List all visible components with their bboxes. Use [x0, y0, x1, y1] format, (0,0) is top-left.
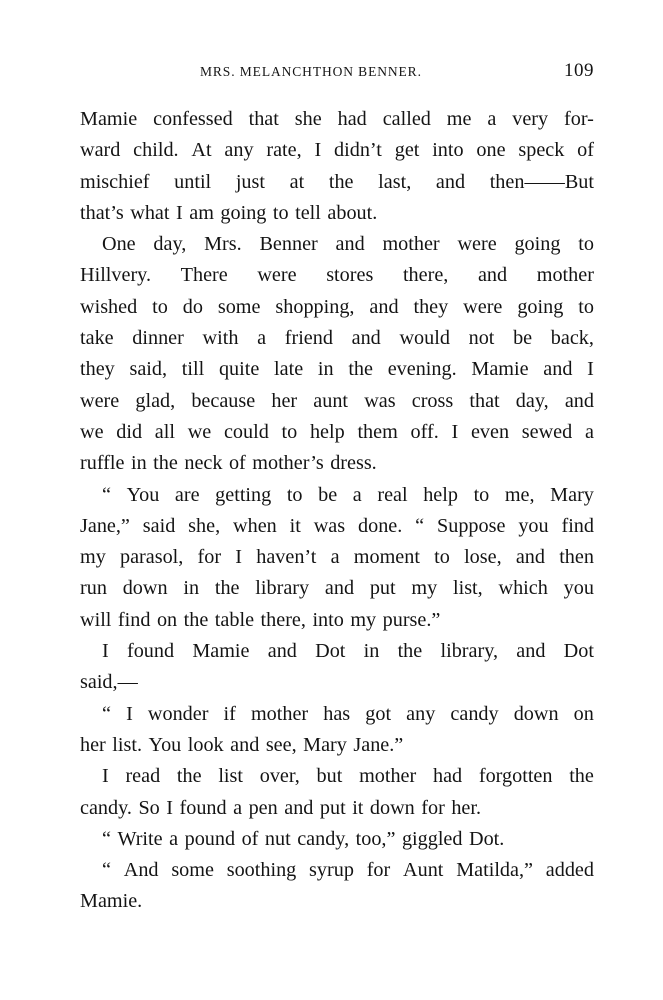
text-line: I read the list over, but mother had forgotten the [102, 765, 594, 788]
text-line: One day, Mrs. Benner and mother were going to [102, 233, 594, 256]
text-line: said,— [80, 671, 138, 694]
text-line: her list. You look and see, Mary Jane.” [80, 733, 404, 756]
text-line: they said, till quite late in the evening. Mamie and I [80, 358, 594, 381]
text-line: Mamie. [80, 890, 143, 913]
text-line: “ Write a pound of nut candy, too,” giggled Dot. [102, 827, 505, 850]
running-head [80, 60, 594, 88]
text-line: “ And some soothing syrup for Aunt Matilda,” added [102, 859, 594, 882]
text-line: take dinner with a friend and would not be back, [80, 327, 594, 350]
page-number: 109 [564, 60, 594, 81]
text-line: Hillvery. There were stores there, and mother [80, 264, 594, 287]
running-title: MRS. MELANCHTHON BENNER. [200, 64, 422, 79]
text-line: Mamie confessed that she had called me a very for- [80, 108, 594, 130]
text-line: Jane,” said she, when it was done. “ Suppose you find [80, 514, 594, 537]
text-line: will find on the table there, into my purse.” [80, 608, 441, 631]
text-line: ward child. At any rate, I didn’t get into one speck of [80, 139, 594, 162]
text-line: ruffle in the neck of mother’s dress. [80, 452, 377, 475]
text-line: “ I wonder if mother has got any candy down on [102, 702, 594, 725]
text-line: that’s what I am going to tell about. [80, 201, 378, 224]
text-line: wished to do some shopping, and they were going to [80, 295, 594, 318]
text-line: my parasol, for I haven’t a moment to lose, and then [80, 546, 594, 569]
text-line: candy. So I found a pen and put it down for her. [80, 796, 482, 819]
text-line: run down in the library and put my list, which you [80, 577, 594, 600]
text-line: were glad, because her aunt was cross that day, and [80, 389, 594, 412]
text-line: we did all we could to help them off. I even sewed a [80, 420, 594, 443]
text-line: mischief until just at the last, and then——But [80, 170, 594, 193]
text-line: “ You are getting to be a real help to me, Mary [102, 483, 594, 506]
text-line: I found Mamie and Dot in the library, and Dot [102, 640, 594, 663]
body-text [80, 104, 594, 918]
